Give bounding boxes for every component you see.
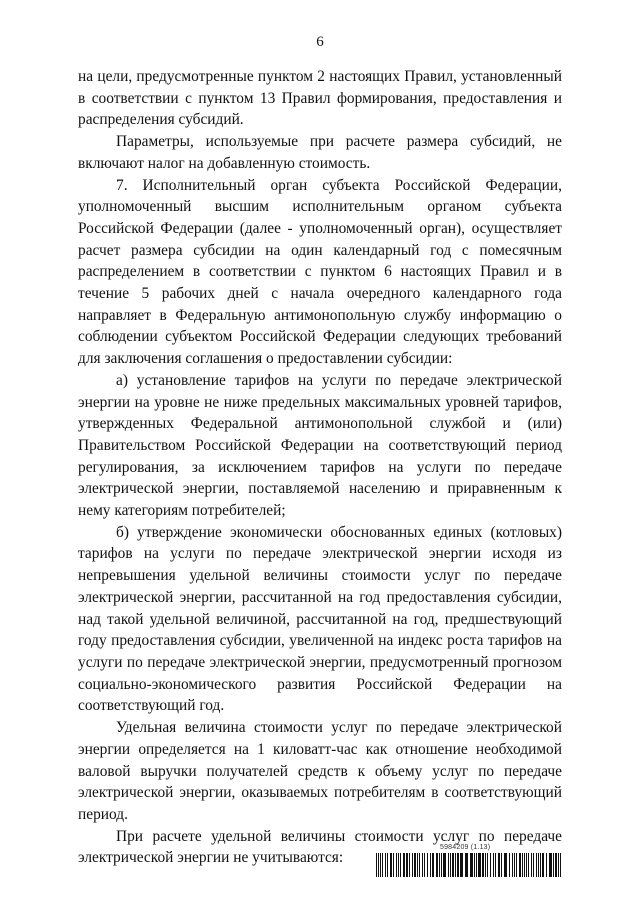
barcode — [376, 853, 562, 877]
paragraph-parameters: Параметры, используемые при расчете размера субсидий, не включают налог на добавленную стоимость. — [78, 133, 562, 172]
paragraph-exclusions: При расчете удельной величины стоимости услуг по передаче электрической энергии не учитываются: — [78, 827, 562, 867]
paragraph-item-7: 7. Исполнительный орган субъекта Российской Федерации, уполномоченный высшим исполнительным органом субъекта Российской Федерации (далее - уполномоченный орган), осуществляет расчет размера субсидии на один календарный год с помесячным распределением в соответствии с пунктом 6 настоящих Правил и в течение 5 рабочих дней с начала очередного календарного года направляет в Федеральную антимонопольную службу информацию о соблюдении субъектом Российской Федерации следующих требований для заключения соглашения о предоставлении субсидии: — [78, 176, 562, 368]
paragraph-item-a: а) установление тарифов на услуги по передаче электрической энергии на уровне не ниже предельных максимальных уровней тарифов, утвержденных Федеральной антимонопольной службой и (или) Правительством Российской Федерации на соответствующий период регулирования, за исключением тарифов на услуги по передаче электрической энергии, поставляемой населению и приравненным к нему категориям потребителей; — [78, 371, 562, 520]
paragraph-unit-value: Удельная величина стоимости услуг по передаче электрической энергии определяется на 1 киловатт-час как отношение необходимой валовой выручки получателей средств к объему услуг по передаче электрической энергии, оказываемых потребителям в соответствующий период. — [78, 719, 562, 823]
document-code: 5984209 (1.13) — [440, 844, 491, 851]
paragraph-continuation: на цели, предусмотренные пунктом 2 настоящих Правил, установленный в соответствии с пунктом 13 Правил формирования, предоставления и распределения субсидий. — [78, 68, 562, 129]
document-body — [78, 66, 562, 869]
page-number: 6 — [316, 34, 324, 50]
paragraph-item-b: б) утверждение экономически обоснованных единых (котловых) тарифов на услуги по передаче электрической энергии исходя из непревышения удельной величины стоимости услуг по передаче электрической энергии, рассчитанной на год предоставления субсидии, над такой удельной величиной, рассчитанной на год, предшествующий году предоставления субсидии, увеличенной на индекс роста тарифов на услуги по передаче электрической энергии, предусмотренный прогнозом социально-экономического развития Российской Федерации на соответствующий год. — [78, 523, 562, 715]
